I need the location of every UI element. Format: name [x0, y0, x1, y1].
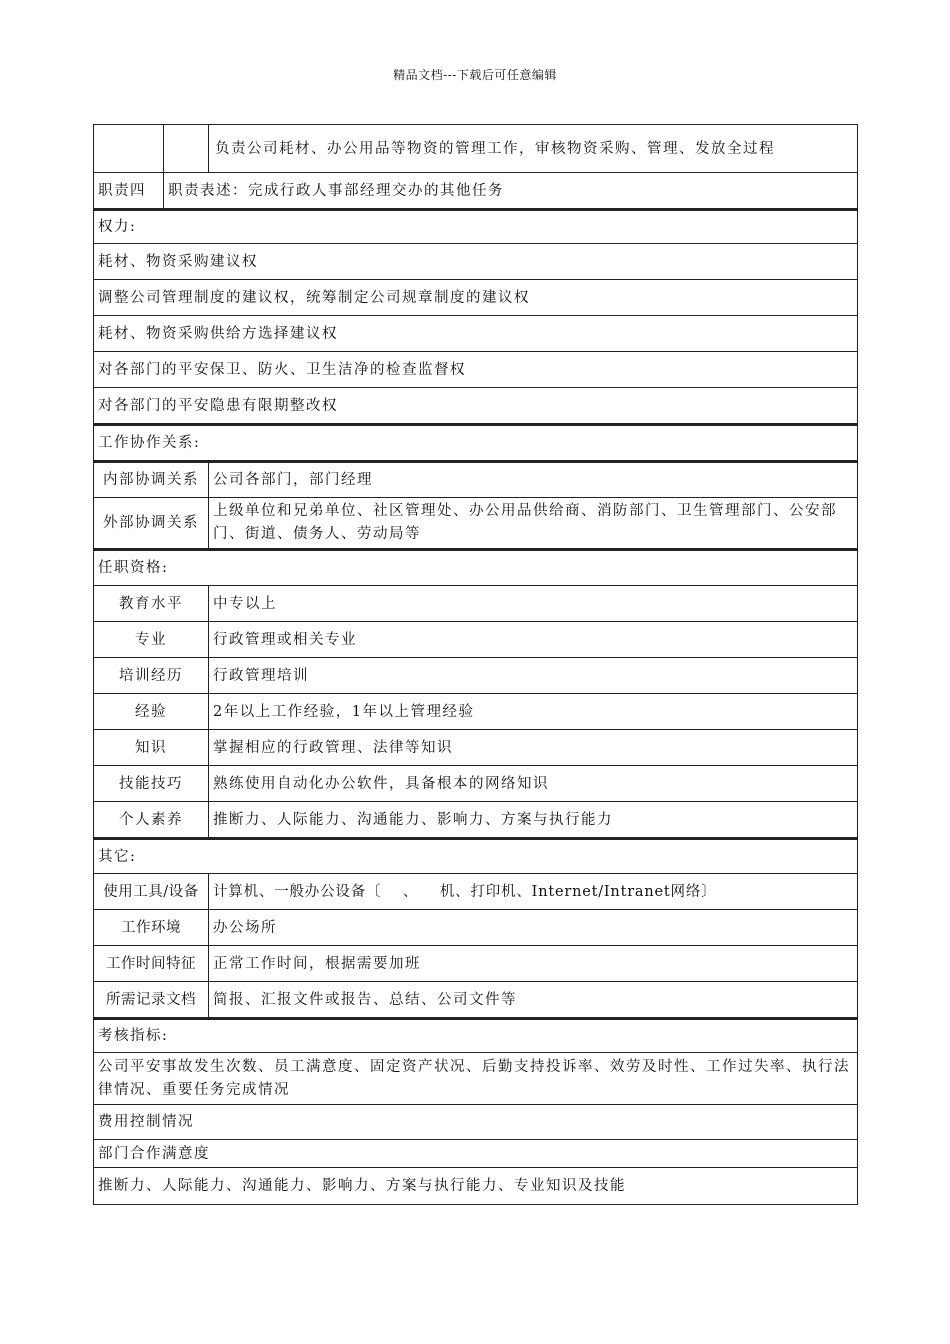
- qualification-label: 知识: [94, 730, 209, 765]
- other-value: 计算机、一般办公设备〔 、 机、打印机、Internet/Intranet网络〕: [213, 883, 717, 900]
- other-label: 所需记录文档: [94, 982, 209, 1017]
- kpi-item: [93, 1105, 858, 1140]
- qualification-value: 推断力、人际能力、沟通能力、影响力、方案与执行能力: [213, 811, 613, 828]
- duty3-row: [93, 124, 858, 173]
- qualification-label: 培训经历: [94, 658, 209, 693]
- qualification-row: [93, 586, 858, 622]
- other-label: 工作环境: [94, 910, 209, 945]
- other-value: 正常工作时间，根据需要加班: [213, 955, 421, 972]
- kpi-item: [93, 1168, 858, 1205]
- power-item: [93, 316, 858, 352]
- powers-title: 权力:: [98, 219, 137, 235]
- qualification-row: [93, 694, 858, 730]
- duty4-row: [93, 173, 858, 209]
- powers-title-row: [93, 209, 858, 244]
- qualification-value: 掌握相应的行政管理、法律等知识: [213, 739, 453, 756]
- kpi-item: [93, 1053, 858, 1105]
- kpi-item-text: 部门合作满意度: [98, 1145, 210, 1162]
- other-row: [93, 910, 858, 946]
- power-item: [93, 244, 858, 280]
- duty3-text: 负责公司耗材、办公用品等物资的管理工作，审核物资采购、管理、发放全过程: [215, 140, 775, 157]
- duty4-label: 职责四: [94, 173, 164, 208]
- kpi-item-text: 费用控制情况: [98, 1114, 194, 1130]
- other-value: 办公场所: [213, 919, 277, 936]
- qualification-row: [93, 658, 858, 694]
- qualification-label: 技能技巧: [94, 766, 209, 801]
- qualifications-title: 任职资格:: [98, 560, 169, 576]
- other-row: [93, 982, 858, 1018]
- power-item-text: 耗材、物资采购供给方选择建议权: [98, 325, 338, 342]
- internal-relations-label: 内部协调关系: [94, 463, 209, 497]
- other-row: [93, 946, 858, 982]
- power-item-text: 对各部门的平安隐患有限期整改权: [98, 397, 338, 414]
- qualification-label: 经验: [94, 694, 209, 729]
- external-relations-row: [93, 498, 858, 549]
- internal-relations-row: [93, 461, 858, 498]
- qualification-row: [93, 802, 858, 838]
- internal-relations-value: 公司各部门，部门经理: [213, 472, 373, 488]
- kpi-item-text: 推断力、人际能力、沟通能力、影响力、方案与执行能力、专业知识及技能: [98, 1178, 626, 1194]
- page-header: 精品文档---下载后可任意编辑: [393, 68, 557, 82]
- qualification-label: 个人素养: [94, 802, 209, 837]
- other-label: 工作时间特征: [94, 946, 209, 981]
- qualification-row: [93, 766, 858, 802]
- qualification-value: 中专以上: [213, 595, 277, 612]
- power-item: [93, 280, 858, 316]
- power-item-text: 耗材、物资采购建议权: [98, 253, 258, 270]
- kpi-item: [93, 1140, 858, 1168]
- other-label: 使用工具/设备: [94, 874, 209, 909]
- others-title: 其它:: [98, 848, 137, 865]
- kpi-title: 考核指标:: [98, 1028, 169, 1044]
- relations-title: 工作协作关系:: [98, 435, 201, 451]
- power-item: [93, 388, 858, 424]
- kpi-item-text: 公司平安事故发生次数、员工满意度、固定资产状况、后勤支持投诉率、效劳及时性、工作过失率、执行法律情况、重要任务完成情况: [98, 1058, 850, 1098]
- qualification-value: 熟练使用自动化办公软件，具备根本的网络知识: [213, 775, 549, 792]
- duty4-text: 职责表述：完成行政人事部经理交办的其他任务: [168, 182, 504, 199]
- other-value: 简报、汇报文件或报告、总结、公司文件等: [213, 991, 517, 1008]
- duty3-label-cell: [94, 125, 164, 172]
- power-item-text: 调整公司管理制度的建议权，统筹制定公司规章制度的建议权: [98, 289, 530, 306]
- qualifications-title-row: [93, 549, 858, 586]
- qualification-value: 行政管理培训: [213, 667, 309, 684]
- qualification-row: [93, 730, 858, 766]
- qualification-value: 2年以上工作经验，1年以上管理经验: [213, 703, 475, 720]
- duty3-sub-cell: [164, 125, 209, 172]
- qualification-label: 专业: [94, 622, 209, 657]
- job-description-table: [93, 124, 858, 1205]
- power-item-text: 对各部门的平安保卫、防火、卫生洁净的检查监督权: [98, 361, 466, 378]
- kpi-title-row: [93, 1018, 858, 1053]
- external-relations-label: 外部协调关系: [94, 498, 209, 548]
- power-item: [93, 352, 858, 388]
- external-relations-value: 上级单位和兄弟单位、社区管理处、办公用品供给商、消防部门、卫生管理部门、公安部门、街道、债务人、劳动局等: [213, 503, 837, 542]
- qualification-row: [93, 622, 858, 658]
- others-title-row: [93, 838, 858, 874]
- qualification-value: 行政管理或相关专业: [213, 631, 357, 648]
- relations-title-row: [93, 424, 858, 461]
- qualification-label: 教育水平: [94, 586, 209, 621]
- other-row: [93, 874, 858, 910]
